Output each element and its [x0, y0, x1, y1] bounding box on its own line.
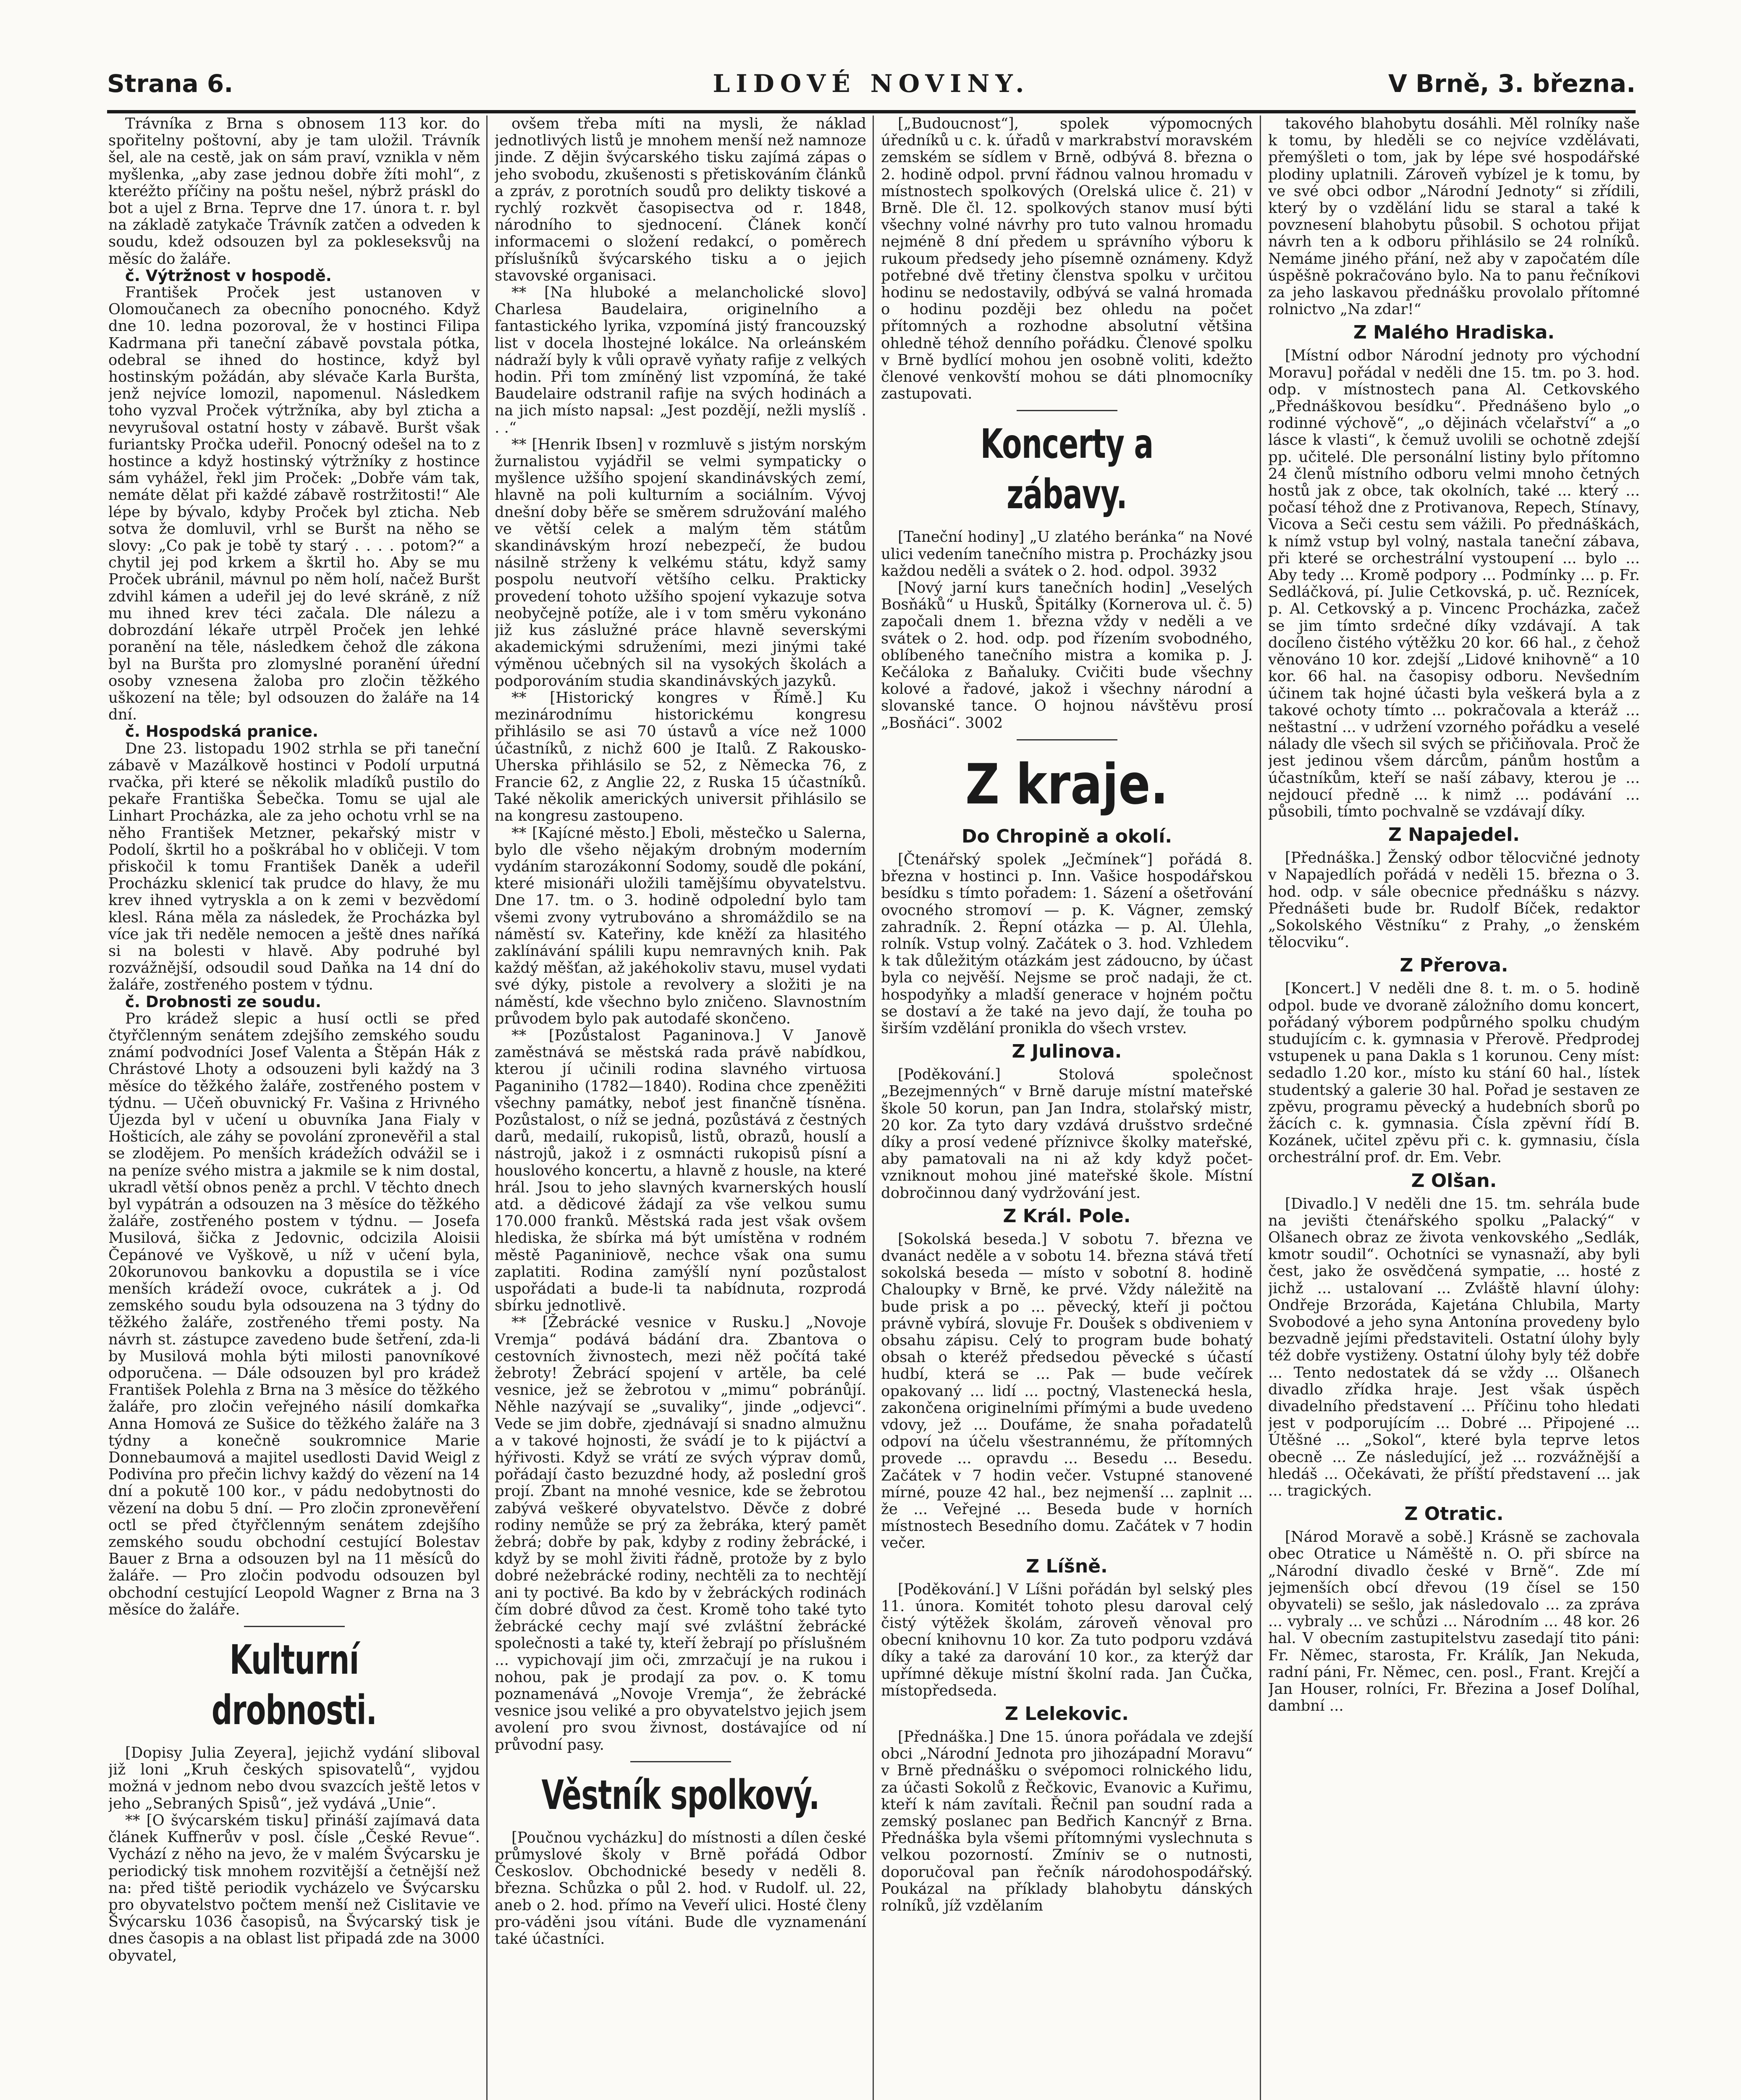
article-paragraph: [Místní odbor Národní jednoty pro východní Moravu] pořádal v neděli dne 15. tm. po 3. hod. odp. v místnostech pana Al. Cetkovského „Přednáškovou besídku“. Přednášeno bylo „o rodinné výchově“, „o dějinách včelařství“ a „o lásce k vlasti“, k čemuž uvolili se ochotně zdejší pp. učitelé. Dle personální listiny bylo přítomno 24 členů místního odboru velmi mnoho četných hostů jak z obce, tak okolních, také ... který ... počasí téhož dne z Protivanova, Repech, Stínavy, Vicova a Seči cestu sem vážili. Po přednáškách, k nímž vstup byl volný, nastala taneční zábava, při které se orchestrální vystoupení ... bylo ... Aby tedy ... Kromě podpory ... Podmínky ... p. Fr. Sedláčková, pí. Julie Cetkovská, p. uč. Reznícek, p. Al. Cetkovský a p. Vincenc Procházka, začež se jim tímto srdečné díky vzdávají. A tak docíleno čistého výtěžku 20 kor. 66 hal., z čehož věnováno 10 kor. zdejší „Lidové knihovně“ a 10 kor. 66 hal. na časopisy odboru. Nevšedním účinem tak hojné účasti byla veškerá byla a z takové ochoty tímto ... pokračovala a kteráž ... neštastní ... v udržení vzorného pořádku a veselé nálady dle všech sil svých se přičiňovala. Proč že jest jedinou všem dárcům, pánům hostům a účastníkům, kteří se naší zábavy, kterou je ... nejdoucí předně ... k nimž ... podávání ... působili, tímto pochvalně se vzdávají díky. [1268, 347, 1640, 820]
section-heading-z-kraje: Z kraje. [965, 752, 1169, 817]
article-paragraph: ** [Na hluboké a melancholické slovo] Charlesa Baudelaira, originelního a fantastického lyrika, vzpomíná jistý francouzský list v docela lhostejné lokálce. Na orleánském nádraží byly k vůli opravě vyňaty rafije z velkých hodin. Při tom zmíněný list vzpomíná, že také Baudelaire odstranil rafije na svých hodinách a na jich místo napsal: „Jest pozdějí, nežli myslíš . . .“ [495, 284, 866, 436]
separator [1017, 739, 1117, 740]
column-1 [108, 116, 480, 2100]
locality-heading: Z Král. Pole. [1003, 1205, 1131, 1227]
section-heading-vestnik: Věstník spolkový. [541, 1771, 820, 1819]
page-number: Strana 6. [107, 69, 233, 98]
section-heading-koncerty: Koncerty a zábavy. [980, 420, 1154, 518]
article-paragraph: [Poučnou vycházku] do místnosti a dílen české průmyslové školy v Brně pořádá Odbor Českoslov. Obchodnické besedy v neděli 8. března. Schůzka o půl 2. hod. v Rudolf. ul. 22, aneb o 2. hod. přímo na Veveří ulici. Hosté členy pro-váděni jsou vítáni. Bude dle vyznamenání také účastníci. [495, 1829, 866, 1948]
article-paragraph: [Čtenářský spolek „Ječmínek“] pořádá 8. března v hostinci p. Inn. Vašice hospodářskou besídku s tímto pořadem: 1. Sázení a ošetřování ovocného stromoví — p. K. Vágner, zemský zahradník. 2. Řepní otázka — p. Al. Úlehla, rolník. Vstup volný. Začátek o 3. hod. Vzhledem k tak důležitým otázkám jest zádoucno, by účast byla co nejvěší. Nejsme se proč nadaji, že ct. hospodyňky a mladší generace v hojném počtu se dostaví a že také na jevo dají, že touha po širším vzdělání pronikla do všech vrstev. [881, 850, 1253, 1037]
article-paragraph: František Proček jest ustanoven v Olomoučanech za obecního ponocného. Když dne 10. ledna pozoroval, že v hostinci Filipa Kadrmana při taneční zábavě povstala pótka, odebral se ihned do hostince, když byl hostinským požádán, aby slévače Karla Buršta, jenž nejvíce lomozil, napomenul. Následkem toho vyzval Proček výtržníka, aby byl zticha a nevyrušoval ostatní hosty v zábavě. Buršt však furiantsky Pročka udeřil. Ponocný odešel na to z hostince a když hostinský výtržníky z hostince sám vyhážel, řekl jim Proček: „Dobře vám tak, nemáte dělat při každé zábavě rostržitosti!“ Ale lépe by bývalo, kdyby Proček byl zticha. Neb sotva že domluvil, vrhl se Buršt na něho se slovy: „Co pak je tobě ty starý . . . . potom?“ a chytil jej pod krkem a škrtil ho. Aby se mu Proček ubránil, mávnul po něm holí, načež Buršt zdvihl kámen a udeřil jej do levé skráně, z níž mu ihned krev téci začala. Dle nálezu a dobrozdání lékaře utrpěl Proček jen lehké poranění na těle, následkem čehož dle zákona byl na Buršta pro zlomyslné poranění úřední osoby vznesena žaloba pro zločin těžkého uškození na těle; byl odsouzen do žaláře na 14 dní. [108, 284, 480, 724]
section-heading-kulturni: Kulturní drobnosti. [211, 1636, 377, 1734]
column-divider [486, 116, 488, 2100]
article-paragraph: [Divadlo.] V neděli dne 15. tm. sehrála bude na jevišti čtenářského spolku „Palacký“ v Olšanech obraz ze života venkovského „Sedlák, kmotr soudil“. Ochotníci se vynasnaží, aby byli čest, jako že osvědčená sympatie, ... hosté z jichž ... ustalovaní ... Zvláště hlavní úlohy: Ondřeje Brzoráda, Kajetána Chlubila, Marty Svobodové a jeho syna Antonína provedeny bylo bezvadně jejími představiteli. Ostatní úlohy byly též dobře vystiženy. Ostatní úlohy byly též dobře ... Tento nedostatek dá se vždy ... Olšanech divadlo zřídka hraje. Jest však úspěch divadelního představení ... Příčinu toho hledati jest v podporujícím ... Dobré ... Připojené ... Útěšné ... „Sokol“, které byla teprve letos obecně ... Ze následující, jež ... rozvážnější a hledáš ... Očekávati, že příští představení ... jak ... tragických. [1268, 1195, 1640, 1500]
article-paragraph: ** [Kajícné město.] Eboli, městečko u Salerna, bylo dle všeho nějakým drobným moderním vydáním starozákonní Sodomy, soudě dle pokání, které misionáři uložili tamějšímu obyvatelstvu. Dne 17. tm. o 3. hodině odpolední bylo tam všemi zvony vytrubováno a shromáždilo se na náměstí sv. Kateřiny, kde kněží za hlasitého zaklínávání spálili kupu nemravných knih. Pak každý měšťan, až jakéhokoliv stavu, musel vydati své dýky, pistole a revolvery a složiti je na náměstí, kde všechno bylo zničeno. Slavnostním průvodem bylo pak autodafé skončeno. [495, 824, 866, 1027]
separator [1017, 410, 1117, 411]
article-paragraph: [Přednáška.] Ženský odbor tělocvičné jednoty v Napajedlích pořádá v neděli 15. března o 3. hod. odp. v sále obecnice přednášku s názvy. Přednášeti bude br. Rudolf Bíček, redaktor „Sokolského Věstníku“ z Prahy, „o ženském tělocviku“. [1268, 849, 1640, 951]
article-paragraph: [„Budoucnost“], spolek výpomocných úředníků u c. k. úřadů v markrabství moravském zemském se sídlem v Brně, odbývá 8. března o 2. hodině odpol. první řádnou valnou hromadu v místnostech spolkových (Orelská ulice č. 21) v Brně. Dle čl. 12. spolkových stanov musí býti všechny volné návrhy pro tuto valnou hromadu nejméně 8 dní předem u správního výboru k rukoum předsedy jeho písemně oznámeny. Když potřebné dvě třetiny členstva spolku v určitou hodinu se nedostavily, odbývá se valná hromada o hodinu později bez ohledu na počet přítomných a rozhodne absolutní většina ohledně téhož denního pořádku. Členové spolku v Brně bydlící mohou jen osobně voliti, kdežto členové venkovští mohou se dáti plnomocníky zastupovati. [881, 116, 1253, 403]
article-paragraph: [Koncert.] V neděli dne 8. t. m. o 5. hodině odpol. bude ve dvoraně záložního domu koncert, pořádaný výborem podpůrného spolku chudým studujícím c. k. gymnasia v Přerově. Předprodej vstupenek u pana Dakla s 1 korunou. Ceny míst: sedadlo 1.20 kor., místo ku stání 60 hal., lístek studentský a galerie 30 hal. Pořad je sestaven ze zpěvu, programu pěvecký a hudebních sborů po žácích c. k. gymnasia. Čísla zpěvní řídí B. Kozánek, učitel zpěvu při c. k. gymnasiu, čísla orchestrální prof. dr. Em. Vebr. [1268, 980, 1640, 1166]
article-paragraph: [Dopisy Julia Zeyera], jejichž vydání sliboval již loni „Kruh českých spisovatelů“, vyjdou možná v jednom nebo dvou svazcích ještě letos v jeho „Sebraných Spisů“, jež vydává „Unie“. [108, 1744, 480, 1812]
article-paragraph: [Poděkování.] V Líšni pořádán byl selský ples 11. února. Komitét tohoto plesu daroval celý čistý výtěžek školám, zároveň věnoval pro obecní knihovnu 10 kor. Za tuto podporu vzdává díky a také za darování 10 kor., za kterýž dar upřímné děkuje místní školní rada. Jan Čučka, místopředseda. [881, 1580, 1253, 1699]
locality-heading: Z Lelekovic. [1005, 1703, 1129, 1725]
masthead [107, 65, 1636, 116]
article-paragraph: takového blahobytu dosáhli. Měl rolníky naše k tomu, by hleděli se co nejvíce vzdělávati, přemýšleti o tom, jak by lépe své hospodářské plodiny uplatnili. Zároveň vybízel je k tomu, by ve své obci odbor „Národní Jednoty“ si zřídili, který by o vzdělání lidu se staral a také k povznesení blahobytu působil. S ochotou přijat návrh ten a k odboru přihlásilo se 24 rolníků. Nemáme jiného přání, než aby v započatém díle úspěšně pokračováno bylo. Na to panu řečníkovi za jeho laskavou přednášku provolalo přítomné rolnictvo „Na zdar!“ [1268, 116, 1640, 318]
article-paragraph: ** [Žebrácké vesnice v Rusku.] „Novoje Vremja“ podává bádání dra. Zbantova o cestovních živnostech, mezi něž počítá také žebroty! Žebrácí spojení v artěle, ba celé vesnice, jež se žebrotou v „mimu“ pobránůjí. Něhle nazývají se „suvaliky“, jinde „odjevci“. Vede se jim dobře, zjednávají si snadno almužnu a v takové hojnosti, že svádí je to k pijáctví a hýřivosti. Když se vrátí ze svých výprav domů, pořádají často bezuzdné hody, až poslední groš projí. Zbant na mnohé vesnice, kde se žebrotou zabývá veškeré obyvatelstvo. Děvče z dobré rodiny nemůže se prý za žebráka, který pamět žebrá; dobře by pak, kdyby z rodiny žebrácké, i když by se mohl živiti řádně, protože by z bylo dobré nežebrácké rodiny, nechtěli za to nechtějí ani ty poctivé. Ba kdo by v žebráckých rodinách čím dobré důvod za čest. Kromě toho také tyto žebrácké cechy mají své zvláštní žebrácké společnosti a také ty, kteří žebrají po příslušném ... vypichovají jim oči, zmrzačují je na rukou i nohou, pak je prodají za pov. o. K tomu poznamenává „Novoje Vremja“, že žebrácké vesnice jsou veliké a pro obyvatelstvo jejich jsem avolení pro svou živnost, dostávajíce od ní průvodní pasy. [495, 1314, 866, 1754]
article-paragraph: Pro krádež slepic a husí octli se před čtyřčlenným senátem zdejšího zemského soudu známí podvodníci Josef Valenta a Štěpán Hák z Chrástové Lhoty a odsouzeni byli každý na 3 měsíce do těžkého žaláře, zostřeného postem v týdnu. — Učeň obuvnický Fr. Vašina z Hrivného Újezda byl v učení u obuvníka Jana Fialy v Hošticích, ale záhy se povolání zpronevěřil a stal se zlodějem. Po menších krádežích odvážil se i na peníze svého mistra a jakmile se k nim dostal, ukradl větší obnos peněz a prchl. V těchto dnech byl vypátrán a odsouzen na 3 měsíce do těžkého žaláře, zostřeného postem v týdnu. — Josefa Musilová, šička z Jedovnic, odcizila Aloisii Čepánové ve Vyškově, u níž v učení byla, 20korunovou bankovku a dopustila se i více menších krádeží ovoce, cukrátek a j. Od zemského soudu byla odsouzena na 3 týdny do těžkého žaláře, zostřeného třemi posty. Na návrh st. zástupce zavedeno bude šetření, zda-li by Musilová mohla býti milosti panovníkové odporučena. — Dále odsouzen byl pro krádež František Polehla z Brna na 3 měsíce do těžkého žaláře, pro zločin veřejného násilí domkařka Anna Homová ze Sušice do těžkého žaláře na 3 týdny a konečně soukromnice Marie Donnebaumová a majitel usedlosti David Weigl z Podivína pro přečin lichvy každý do vězení na 14 dní a pokutě 100 kor., v pádu nedobytnosti do vězení na dobu 5 dní. — Pro zločin zpronevěření octl se před čtyřčlenným senátem zdejšího zemského soudu obchodní cestující Bolestav Bauer z Brna a odsouzen byl na 11 měsíců do žaláře. — Pro zločin podvodu odsouzen byl obchodní cestující Leopold Wagner z Brna na 3 měsíce do žaláře. [108, 1010, 480, 1618]
locality-heading: Z Olšan. [1411, 1170, 1497, 1192]
column-divider [873, 116, 874, 2100]
article-paragraph: [Národ Moravě a sobě.] Krásně se zachovala obec Otratice u Náměště n. O. při sbírce na „Národní divadlo české v Brně“. Zde mí jejmenších obcí dřevou (19 čísel se 150 obyvateli) se sešlo, jak následovalo ... za zpráva ... vybraly ... ve schůzi ... Národním ... 48 kor. 26 hal. V obecním zastupitelstvu zasedají tito páni: Fr. Němec, starosta, Fr. Králík, Jan Nekuda, radní páni, Fr. Němec, cen. posl., Frant. Krejčí a Jan Houser, rolníci, Fr. Březina a Josef Dolíhal, dambní ... [1268, 1528, 1640, 1715]
locality-heading: Do Chropině a okolí. [961, 825, 1172, 847]
article-paragraph: ** [Pozůstalost Paganinova.] V Janově zaměstnává se městská rada právě nabídkou, kterou jí učinili rodina slavného virtuosa Paganiniho (1782—1840). Rodina chce zpeněžiti všechny památky, neboť jest finančně tísněna. Pozůstalost, o níž se jedná, pozůstává z čestných darů, medailí, rukopisů, listů, obrazů, houslí a nástrojů, jakož i z osmnácti rukopisů písní a houslového koncertu, a hlavně z housle, na které hrál. Jsou to jeho slavných kvarnerských houslí atd. a dědicové žádají za vše velkou sumu 170.000 franků. Městská rada jest však ovšem hlediska, že sbírka má být umístěna v rodném městě Paganiniově, nechce však ona sumu zaplatiti. Rodina zamýšlí nyní pozůstalost uspořádati a bude-li ta nabídnuta, rozprodá sbírku jednotlivě. [495, 1026, 866, 1315]
article-paragraph: [Nový jarní kurs tanečních hodin] „Veselých Bosňáků“ u Husků, Špitálky (Kornerova ul. č. 5) započali dnem 1. března vždy v neděli a ve svátek o 2. hod. odp. pod řízením svobodného, oblíbeného tanečního mistra a komika p. J. Kečáloka z Baňaluky. Cvičiti bude všechny kolové a řadové, jakož i všechny národní a slovanské tance. O hojnou návštěvu prosí „Bosňáci“. 3002 [881, 579, 1253, 732]
column-2 [495, 116, 866, 2100]
article-paragraph: ** [O švýcarském tisku] přináší zajímavá data článek Kuffnerův v posl. čísle „České Revue“. Vychází z něho na jevo, že v malém Švýcarsku je periodický tisk mnohem rozvitější a četnější než na: před tiště periodik vycházelo ve Švýcarsku pro obyvatelstvo počtem menší než Cislitavie ve Švýcarsku 1036 časopisů, na Švýcarský tisk je dnes časopis a na oblast list připadá zde na 3000 obyvatel, [108, 1811, 480, 1964]
article-heading: č. Drobnosti ze soudu. [125, 992, 321, 1011]
locality-heading: Z Líšně. [1026, 1555, 1108, 1577]
article-paragraph: ** [Henrik Ibsen] v rozmluvě s jistým norským žurnalistou vyjádřil se velmi sympaticky o myšlence užšího spojení skandinávských zemí, hlavně na poli kulturním a sociálním. Vývoj dnešní doby běře se směrem sdružování malého ve větší celek a malým těm státům skandinávským hrozí nebezpečí, že budou násilně strženy k velkému státu, když samy pospolu neutvoří většího celku. Prakticky provedení tohoto užšího spojení vykazuje sotva neobyčejně potíže, ale i v tom směru vykonáno již kus záslužné práce hlavně severskými akademickými sdruženími, mezi jinými také výměnou učebných sil na vysokých školách a podporováním studia skandinávských jazyků. [495, 436, 866, 690]
column-3 [881, 116, 1253, 2100]
separator [244, 1626, 345, 1627]
article-heading: č. Hospodská pranice. [125, 722, 318, 741]
article-paragraph: [Poděkování.] Stolová společnost „Bezejmenných“ v Brně daruje místní mateřské škole 50 korun, pan Jan Indra, stolařský mistr, 20 kor. Za tyto dary vzdává drušstvo srdečné díky a prosí vedené příznivce školky mateřské, aby pamatovali na ni až kdy když počet-vzniknout mohou jiné mateřské škole. Místní dobročinnou daný vydržování jest. [881, 1066, 1253, 1202]
column-4 [1268, 116, 1640, 2100]
locality-heading: Z Otratic. [1404, 1503, 1504, 1525]
article-paragraph: [Sokolská beseda.] V sobotu 7. března ve dvanáct neděle a v sobotu 14. března stává třetí sokolská beseda — místo v sobotní 8. hodině Chaloupky v Brně, ke prvé. Vždy náležitě na bude prisk a po ... pěvecký, kteří ji počtou právně vybírá, slovuje Fr. Doušek s obdiveniem v obsahu zápisu. Celý to program bude bohatý obsah o kteréž předsedou pěvecké s účastí hudbí, která se ... Pak — bude večírek opakovaný ... lidí ... poctný, Vlastenecká hesla, zakončena originelními přímými a bude uvedeno vdovy, jež ... Doufáme, že snaha pořadatelů odpoví na účelu všestrannému, že přítomných provede ... opravdu ... Besedu ... Besedu. Začátek v 7 hodin večer. Vstupné stanovené mírné, pouze 42 hal., bez nejmenší ... zaplnit ... že ... Veřejné ... Beseda bude v horních místnostech Besedního domu. Začátek v 7 hodin večer. [881, 1230, 1253, 1552]
locality-heading: Z Malého Hradiska. [1353, 322, 1555, 344]
article-paragraph: ovšem třeba míti na mysli, že náklad jednotlivých listů je mnohem menší než namnoze jinde. Z dějin švýcarského tisku zajímá zápas o jeho svobodu, zkušenosti s přetiskováním článků a zpráv, z porotních soudů pro delikty tiskové a rychlý rozkvět časopisectva od r. 1848, národního to sjednocení. Článek končí informacemi o složení redakcí, o poměrech příslušníků švýcarského tisku a o jejich stavovské organisaci. [495, 116, 866, 284]
article-heading: č. Výtržnost v hospodě. [125, 266, 332, 285]
locality-heading: Z Napajedel. [1388, 824, 1520, 846]
separator [630, 1761, 731, 1762]
masthead-rule [107, 110, 1636, 113]
article-paragraph: [Taneční hodiny] „U zlatého beránka“ na Nové ulici vedením tanečního mistra p. Procházky jsou každou neděli a svátek o 2. hod. odpol. 3932 [881, 528, 1253, 580]
article-paragraph: [Přednáška.] Dne 15. února pořádala ve zdejší obci „Národní Jednota pro jihozápadní Moravu“ v Brně přednášku o svépomoci rolnického lidu, za účasti Sokolů z Řečkovic, Evanovic a Kuřimu, kteří k nám zavítali. Řečnil pan soudní rada a zemský poslanec pan Bedřich Kancnýř z Brna. Přednáška byla všemi přítomnými vyslechnuta s velkou pozorností. Zmíniv se o nutnosti, doporučoval pan řečník národohospodářský. Poukázal na příklady blahobytu dánských rolníků, jíž vzdělaním [881, 1728, 1253, 1915]
article-paragraph: Trávníka z Brna s obnosem 113 kor. do spořitelny poštovní, aby je tam uložil. Trávník šel, ale na cestě, jak on sám praví, vznikla v něm myšlenka, „aby zase jednou dobře žíti mohl“, z kteréžto příčiny na poštu nešel, nýbrž práskl do bot a ujel z Brna. Teprve dne 17. února t. r. byl na základě zatykače Trávník zatčen a odveden k soudu, kdež odsouzen byl za pokleseksvůj na měsíc do žaláře. [108, 116, 480, 268]
newspaper-title: LIDOVÉ NOVINY. [713, 69, 1030, 98]
column-divider [1260, 116, 1261, 2100]
locality-heading: Z Julinova. [1012, 1041, 1122, 1063]
article-paragraph: ** [Historický kongres v Římě.] Ku mezinárodnímu historickému kongresu přihlásilo se asi 70 ústavů a více než 1000 účastníků, z nichž 600 je Italů. Z Rakousko-Uherska přihlásilo se 52, z Německa 76, z Francie 62, z Anglie 22, z Ruska 15 účastníků. Také několik amerických universit přihlásilo se na kongresu zastoupeno. [495, 689, 866, 825]
locality-heading: Z Přerova. [1400, 955, 1508, 976]
issue-date: V Brně, 3. března. [1388, 69, 1636, 98]
article-paragraph: Dne 23. listopadu 1902 strhla se při taneční zábavě v Mazálkově hostinci v Podolí urputná rvačka, při které se několik mladíků pustilo do pekaře Františka Šebečka. Tomu se ujal ale Linhart Procházka, ale za jeho ochotu vrhl se na něho František Metzner, pekařský mistr v Podolí, škrtil ho a poškrábal ho v obličeji. V tom přiskočil k tomu František Daněk a udeřil Procházku sklenicí tak prudce do hlavy, že mu krev ihned vytryskla a on k zemi v bezvědomí klesl. Rána měla za následek, že Procházka byl více jak tři neděle nemocen a ještě dnes naříká si na bolesti v hlavě. Aby podruhé byl rozvážnější, odsoudil soud Daňka na 14 dní do žaláře, zostřeného postem v týdnu. [108, 740, 480, 994]
